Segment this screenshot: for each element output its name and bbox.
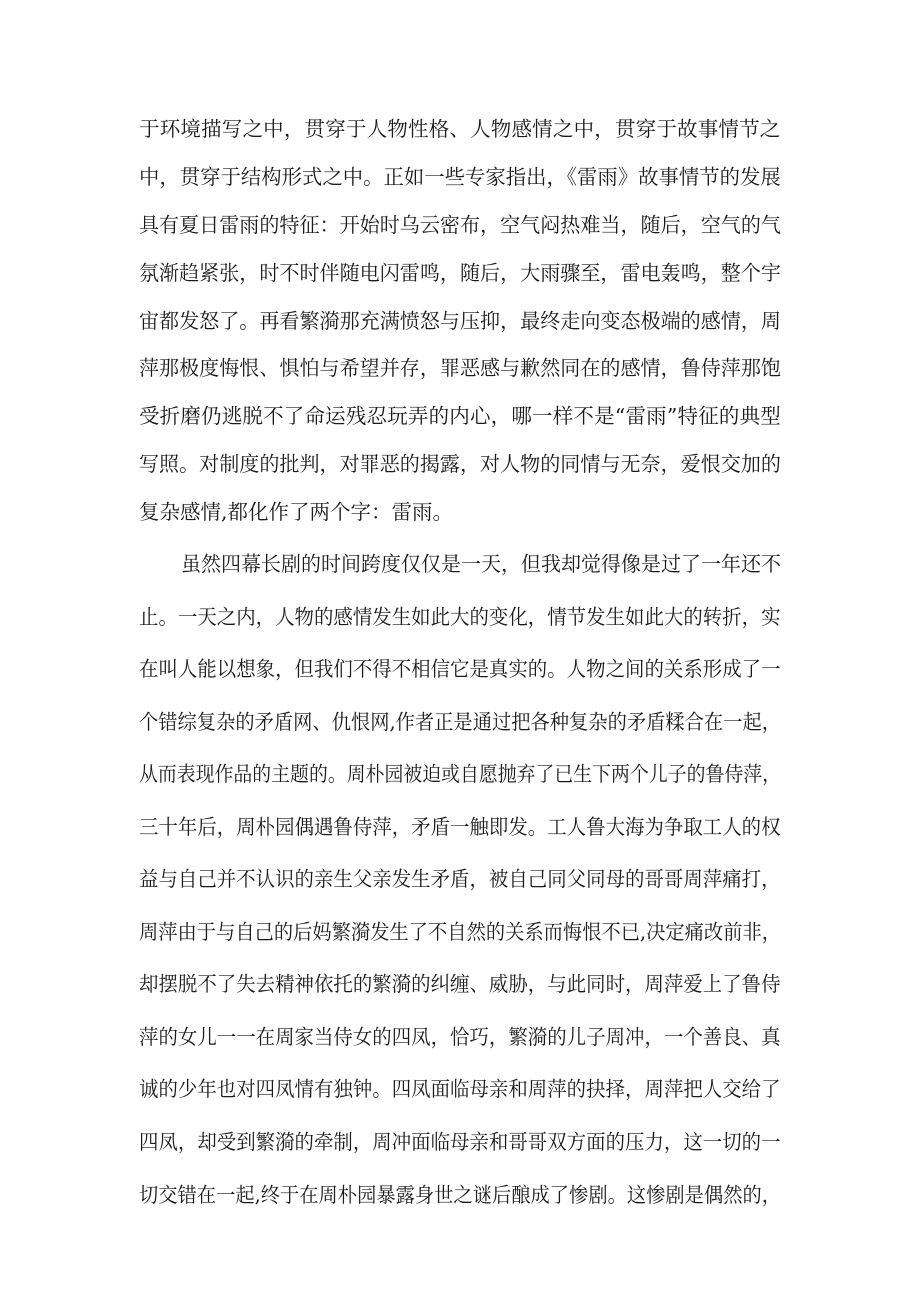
text-line: 受折磨仍逃脱不了命运残忍玩弄的内心，哪一样不是“雷雨”特征的典型 [139, 404, 781, 428]
text-line: 四凤，却受到繁漪的牵制，周冲面临母亲和哥哥双方面的压力，这一切的一 [139, 1130, 781, 1154]
text-line: 虽然四幕长剧的时间跨度仅仅是一天，但我却觉得像是过了一年还不 [181, 552, 781, 576]
text-line: 诚的少年也对四凤情有独钟。四凤面临母亲和周萍的抉择，周萍把人交给了 [139, 1077, 781, 1101]
text-line: 从而表现作品的主题的。周朴园被迫或自愿抛弃了已生下两个儿子的鲁侍萍， [139, 762, 781, 786]
text-line: 中，贯穿于结构形式之中。正如一些专家指出，《雷雨》故事情节的发展 [139, 165, 781, 189]
text-line: 在叫人能以想象，但我们不得不相信它是真实的。人物之间的关系形成了一 [139, 657, 781, 681]
text-line: 三十年后，周朴园偶遇鲁侍萍，矛盾一触即发。工人鲁大海为争取工人的权 [139, 815, 781, 839]
text-line: 写照。对制度的批判，对罪恶的揭露，对人物的同情与无奈，爱恨交加的 [139, 452, 781, 476]
text-line: 宙都发怒了。再看繁漪那充满愤怒与压抑，最终走向变态极端的感情，周 [139, 309, 781, 333]
text-line: 个错综复杂的矛盾网、仇恨网,作者正是通过把各种复杂的矛盾糅合在一起， [139, 710, 782, 734]
text-line: 周萍由于与自己的后妈繁漪发生了不自然的关系而悔恨不已,决定痛改前非， [139, 920, 782, 944]
text-line: 却摆脱不了失去精神依托的繁漪的纠缠、威胁，与此同时，周萍爱上了鲁侍 [139, 972, 781, 996]
text-line: 萍的女儿一一在周家当侍女的四凤，恰巧，繁漪的儿子周冲，一个善良、真 [139, 1025, 781, 1049]
text-line: 益与自己并不认识的亲生父亲发生矛盾，被自己同父同母的哥哥周萍痛打， [139, 867, 781, 891]
text-line: 止。一天之内，人物的感情发生如此大的变化，情节发生如此大的转折，实 [139, 605, 781, 629]
text-line: 于环境描写之中，贯穿于人物性格、人物感情之中，贯穿于故事情节之 [139, 117, 781, 141]
text-line: 切交错在一起,终于在周朴园暴露身世之谜后酿成了惨剧。这惨剧是偶然的， [139, 1183, 782, 1207]
text-line: 萍那极度悔恨、惧怕与希望并存，罪恶感与歉然同在的感情，鲁侍萍那饱 [139, 356, 781, 380]
text-line: 氛渐趋紧张，时不时伴随电闪雷鸣，随后，大雨骤至，雷电轰鸣，整个宇 [139, 261, 781, 285]
text-line: 复杂感情,都化作了两个字：雷雨。 [139, 500, 454, 524]
text-line: 具有夏日雷雨的特征：开始时乌云密布，空气闷热难当，随后，空气的气 [139, 213, 781, 237]
